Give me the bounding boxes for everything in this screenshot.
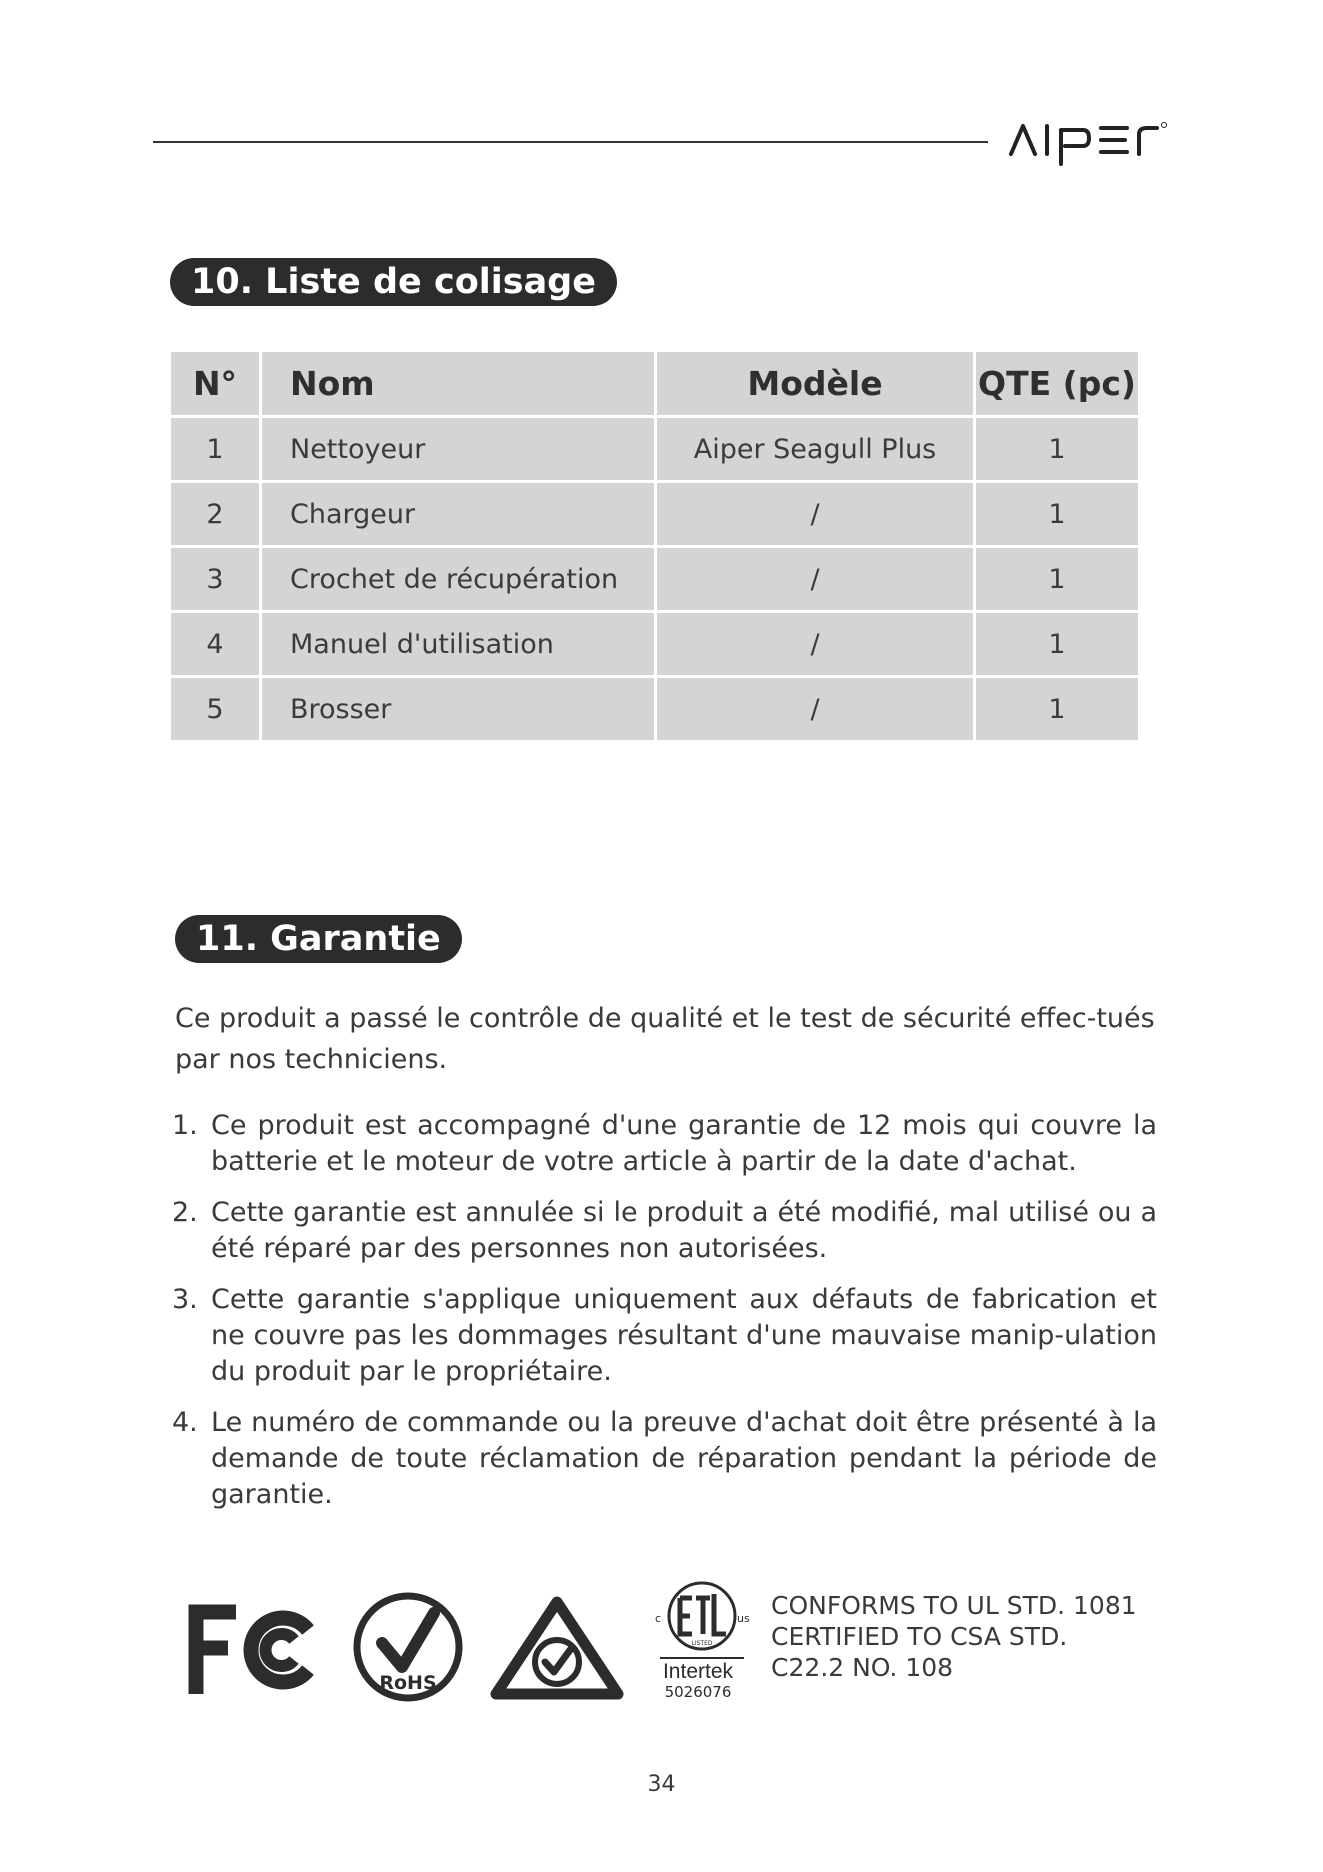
etl-c-label: c: [655, 1612, 662, 1625]
list-item: [172, 1195, 1157, 1267]
list-item-text: Cette garantie s'applique uniquement aux défauts de fabrication et ne couvre pas les dommages résultant d'une mauvaise manip-ulation du produit par le propriétaire.: [211, 1284, 1157, 1387]
list-item-number: 2.: [172, 1197, 198, 1228]
cell-model: /: [656, 547, 975, 612]
cell-name: Nettoyeur: [261, 417, 656, 482]
cell-model: /: [656, 482, 975, 547]
cell-number: 3: [170, 547, 261, 612]
intertek-number: 5026076: [664, 1683, 732, 1701]
list-item-number: 3.: [172, 1284, 198, 1315]
etl-us-label: us: [737, 1612, 750, 1625]
table-row: [170, 417, 1140, 482]
table-header-row: [170, 351, 1140, 417]
certification-text: [771, 1590, 1137, 1683]
cell-quantity: 1: [975, 482, 1140, 547]
rcm-mark-icon: [490, 1596, 624, 1700]
cell-number: 4: [170, 612, 261, 677]
fcc-logo-icon: [188, 1604, 318, 1696]
rohs-label: RoHS: [379, 1672, 437, 1694]
list-item: [172, 1405, 1157, 1513]
cell-quantity: 1: [975, 417, 1140, 482]
list-item-text: Cette garantie est annulée si le produit a été modifié, mal utilisé ou a été réparé par des personnes non autorisées.: [211, 1197, 1157, 1264]
certification-line: CERTIFIED TO CSA STD.: [771, 1622, 1068, 1651]
table-row: [170, 612, 1140, 677]
cell-number: 1: [170, 417, 261, 482]
list-item: [172, 1108, 1157, 1180]
cell-number: 2: [170, 482, 261, 547]
cell-name: Manuel d'utilisation: [261, 612, 656, 677]
table-row: [170, 482, 1140, 547]
cell-name: Crochet de récupération: [261, 547, 656, 612]
certification-line: C22.2 NO. 108: [771, 1653, 954, 1682]
packing-list-table: [168, 349, 1141, 743]
cell-name: Brosser: [261, 677, 656, 742]
table-row: [170, 677, 1140, 742]
section-title-warranty: 11. Garantie: [175, 915, 462, 963]
cell-name: Chargeur: [261, 482, 656, 547]
list-item: [172, 1282, 1157, 1390]
list-item-text: Ce produit est accompagné d'une garantie de 12 mois qui couvre la batterie et le moteur de votre article à partir de la date d'achat.: [211, 1110, 1157, 1177]
cell-quantity: 1: [975, 612, 1140, 677]
warranty-list: [172, 1108, 1157, 1528]
column-header-model: Modèle: [656, 351, 975, 417]
cell-quantity: 1: [975, 677, 1140, 742]
certification-line: CONFORMS TO UL STD. 1081: [771, 1591, 1137, 1620]
rohs-mark-icon: [352, 1591, 464, 1703]
column-header-number: N°: [170, 351, 261, 417]
cell-number: 5: [170, 677, 261, 742]
cell-quantity: 1: [975, 547, 1140, 612]
list-item-text: Le numéro de commande ou la preuve d'achat doit être présenté à la demande de toute réclamation de réparation pendant la période de garantie.: [211, 1407, 1157, 1510]
cell-model: /: [656, 612, 975, 677]
etl-listed-mark-icon: [652, 1578, 752, 1704]
table-row: [170, 547, 1140, 612]
list-item-number: 4.: [172, 1407, 198, 1438]
column-header-quantity: QTE (pc): [975, 351, 1140, 417]
page-number: 34: [647, 1772, 676, 1797]
list-item-number: 1.: [172, 1110, 198, 1141]
intertek-label: Intertek: [662, 1660, 734, 1683]
cell-model: /: [656, 677, 975, 742]
warranty-intro: Ce produit a passé le contrôle de qualité et le test de sécurité effec-tués par nos techniciens.: [175, 1003, 1155, 1075]
aiper-logo: [1009, 116, 1169, 166]
cell-model: Aiper Seagull Plus: [656, 417, 975, 482]
column-header-name: Nom: [261, 351, 656, 417]
section-title-packing-list: 10. Liste de colisage: [170, 258, 617, 306]
etl-listed-label: LISTED: [691, 1640, 713, 1647]
header-rule: [153, 141, 988, 143]
